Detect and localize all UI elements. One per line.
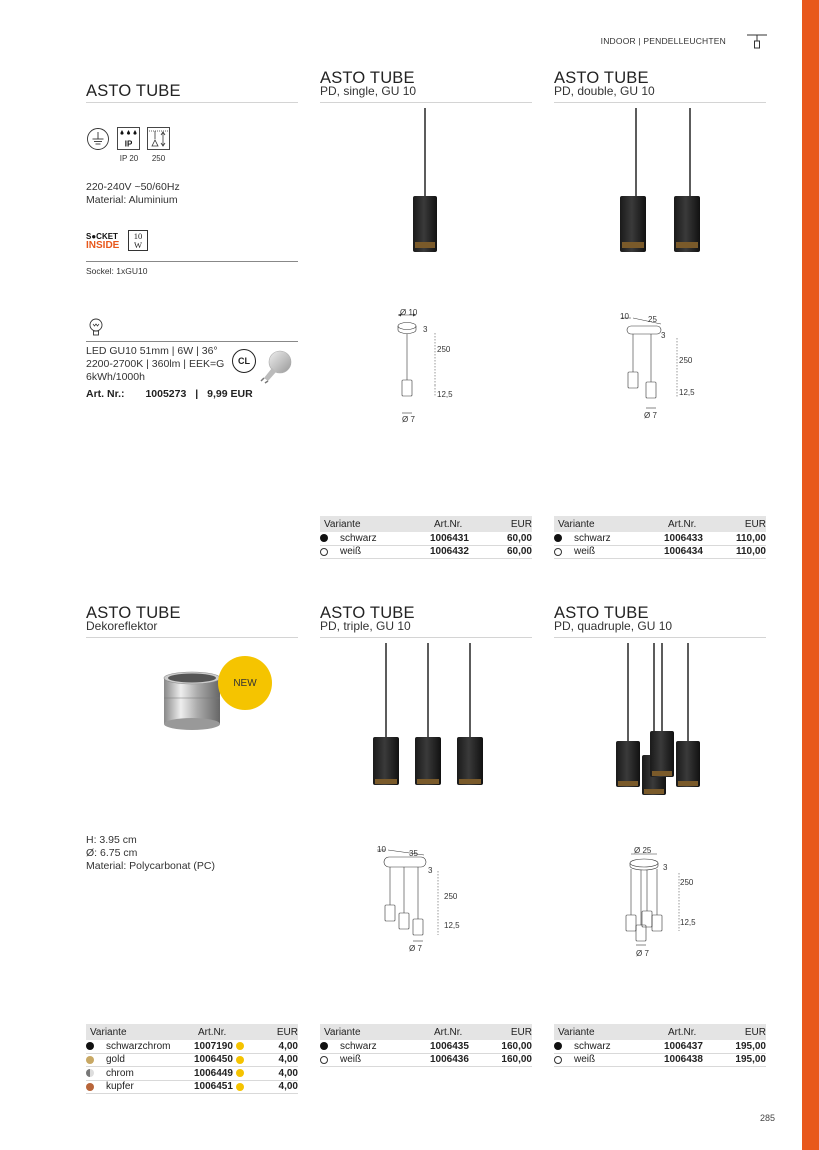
ip20-icon bbox=[117, 127, 140, 150]
color-swatch-schwarzchrom bbox=[86, 1042, 94, 1050]
page-number: 285 bbox=[760, 1113, 776, 1123]
double-dim-top: 10 bbox=[620, 312, 629, 321]
variant-name: kupfer bbox=[106, 1081, 134, 1093]
double-dim-top2: 25 bbox=[648, 315, 657, 324]
triple-variant-table bbox=[320, 1024, 532, 1067]
header-eur: EUR bbox=[510, 518, 532, 530]
socket-watt-box bbox=[128, 230, 148, 251]
lamp-line-2: 2200-2700K | 360lm | EEK=G bbox=[86, 358, 225, 370]
reflector-variant-table bbox=[86, 1024, 298, 1094]
header-artnr: Art.Nr. bbox=[434, 1026, 463, 1038]
color-swatch-kupfer bbox=[86, 1083, 94, 1091]
variant-artnr: 1006431 bbox=[430, 532, 469, 544]
new-marker-icon bbox=[236, 1042, 244, 1050]
variant-name: chrom bbox=[106, 1067, 134, 1079]
quadruple-dim-bottom: Ø 7 bbox=[636, 949, 649, 958]
single-pendant-image bbox=[405, 108, 445, 258]
reflector-title-rule bbox=[86, 637, 298, 638]
reflector-title: ASTO TUBE bbox=[86, 604, 181, 622]
table-header bbox=[320, 516, 532, 532]
material-text: Material: Aluminium bbox=[86, 194, 178, 206]
color-swatch-black bbox=[554, 1042, 562, 1050]
single-dim-250: 250 bbox=[437, 345, 451, 354]
quadruple-title-rule bbox=[554, 637, 766, 638]
new-marker-icon bbox=[236, 1056, 244, 1064]
table-header bbox=[554, 516, 766, 532]
variant-artnr: 1006436 bbox=[430, 1054, 469, 1066]
variant-name: schwarz bbox=[574, 1040, 611, 1052]
cl-badge: CL bbox=[232, 349, 256, 373]
quadruple-dim-3: 3 bbox=[663, 863, 668, 872]
triple-pendant-image bbox=[365, 643, 495, 793]
color-swatch-black bbox=[320, 1042, 328, 1050]
table-row bbox=[86, 1040, 298, 1054]
quadruple-variant-table bbox=[554, 1024, 766, 1067]
header-variant: Variante bbox=[558, 518, 595, 530]
quadruple-dim-125: 12,5 bbox=[680, 918, 696, 927]
reflector-subtitle: Dekoreflektor bbox=[86, 619, 158, 633]
artnr-separator: | bbox=[195, 388, 199, 400]
info-title-rule bbox=[86, 102, 298, 103]
variant-price: 110,00 bbox=[735, 546, 766, 558]
table-header bbox=[554, 1024, 766, 1040]
artnr-value: 1005273 bbox=[145, 388, 187, 400]
variant-price: 60,00 bbox=[506, 546, 532, 558]
variant-name: weiß bbox=[340, 1054, 362, 1066]
table-row bbox=[554, 532, 766, 546]
triple-dim-top: 10 bbox=[377, 845, 386, 854]
variant-artnr: 1006451 bbox=[194, 1081, 233, 1093]
table-row bbox=[320, 546, 532, 560]
table-row bbox=[554, 1054, 766, 1068]
quadruple-subtitle: PD, quadruple, GU 10 bbox=[554, 619, 673, 633]
variant-artnr: 1006435 bbox=[430, 1040, 469, 1052]
double-title-rule bbox=[554, 102, 766, 103]
single-dim-125: 12,5 bbox=[437, 390, 453, 399]
header-eur: EUR bbox=[744, 1026, 766, 1038]
color-swatch-black bbox=[554, 534, 562, 542]
variant-price: 195,00 bbox=[735, 1040, 766, 1052]
variant-name: schwarzchrom bbox=[106, 1040, 171, 1052]
socket-logo-top: S●CKET bbox=[86, 232, 118, 241]
variant-artnr: 1006434 bbox=[664, 546, 703, 558]
double-subtitle: PD, double, GU 10 bbox=[554, 84, 655, 98]
variant-price: 4,00 bbox=[278, 1081, 298, 1093]
reflector-height: H: 3.95 cm bbox=[86, 834, 137, 846]
variant-name: schwarz bbox=[340, 532, 377, 544]
single-dim-top: Ø 10 bbox=[400, 308, 418, 317]
double-dim-250: 250 bbox=[679, 356, 693, 365]
quadruple-title: ASTO TUBE bbox=[554, 604, 649, 622]
single-variant-table bbox=[320, 516, 532, 559]
new-badge: NEW bbox=[218, 656, 272, 710]
double-variant-table bbox=[554, 516, 766, 559]
reflector-diameter: Ø: 6.75 cm bbox=[86, 847, 138, 859]
socket-watt-unit: W bbox=[133, 240, 143, 250]
height-adjust-icon bbox=[147, 127, 170, 150]
variant-name: schwarz bbox=[340, 1040, 377, 1052]
color-swatch-white bbox=[320, 548, 328, 556]
quadruple-pendant-image bbox=[612, 643, 712, 798]
single-title-rule bbox=[320, 102, 532, 103]
header-artnr: Art.Nr. bbox=[198, 1026, 227, 1038]
led-bulb-icon bbox=[88, 318, 104, 338]
new-marker-icon bbox=[236, 1083, 244, 1091]
single-subtitle: PD, single, GU 10 bbox=[320, 84, 417, 98]
table-row bbox=[86, 1067, 298, 1081]
variant-price: 4,00 bbox=[278, 1067, 298, 1079]
lamp-line-3: 6kWh/1000h bbox=[86, 371, 145, 383]
triple-dim-top2: 35 bbox=[409, 849, 418, 858]
quadruple-dim-250: 250 bbox=[680, 878, 694, 887]
header-eur: EUR bbox=[744, 518, 766, 530]
table-row bbox=[554, 546, 766, 560]
variant-artnr: 1006433 bbox=[664, 532, 703, 544]
variant-price: 195,00 bbox=[735, 1054, 766, 1066]
single-title: ASTO TUBE bbox=[320, 69, 415, 87]
table-header bbox=[86, 1024, 298, 1040]
header-eur: EUR bbox=[276, 1026, 298, 1038]
new-marker-icon bbox=[236, 1069, 244, 1077]
quadruple-dimension-drawing bbox=[615, 845, 695, 960]
sockel-text: Sockel: 1xGU10 bbox=[86, 266, 148, 276]
variant-artnr: 1007190 bbox=[194, 1040, 233, 1052]
socket-logo-bottom: INSIDE bbox=[86, 240, 120, 251]
socket-rule bbox=[86, 261, 298, 262]
header-artnr: Art.Nr. bbox=[434, 518, 463, 530]
double-dim-125: 12,5 bbox=[679, 388, 695, 397]
socket-watt-value: 10 bbox=[133, 231, 143, 241]
color-swatch-white bbox=[320, 1056, 328, 1064]
table-row bbox=[554, 1040, 766, 1054]
variant-artnr: 1006437 bbox=[664, 1040, 703, 1052]
variant-name: gold bbox=[106, 1054, 125, 1066]
header-variant: Variante bbox=[324, 518, 361, 530]
triple-dim-125: 12,5 bbox=[444, 921, 460, 930]
table-row bbox=[86, 1081, 298, 1095]
orange-side-stripe bbox=[802, 0, 819, 1150]
variant-name: weiß bbox=[340, 546, 362, 558]
variant-price: 110,00 bbox=[735, 532, 766, 544]
category-header: INDOOR | PENDELLEUCHTEN bbox=[600, 36, 726, 46]
triple-dim-250: 250 bbox=[444, 892, 458, 901]
triple-dim-3: 3 bbox=[428, 866, 433, 875]
header-variant: Variante bbox=[90, 1026, 127, 1038]
single-dim-3: 3 bbox=[423, 325, 428, 334]
gu10-lamp-image bbox=[258, 348, 294, 384]
svg-text:IP: IP bbox=[124, 139, 133, 149]
variant-name: weiß bbox=[574, 1054, 596, 1066]
double-dimension-drawing bbox=[615, 310, 695, 425]
single-dimension-drawing bbox=[390, 305, 460, 430]
table-row bbox=[86, 1054, 298, 1068]
color-swatch-chrom bbox=[86, 1069, 94, 1077]
table-row bbox=[320, 1040, 532, 1054]
variant-name: schwarz bbox=[574, 532, 611, 544]
header-eur: EUR bbox=[510, 1026, 532, 1038]
double-title: ASTO TUBE bbox=[554, 69, 649, 87]
reflector-material: Material: Polycarbonat (PC) bbox=[86, 860, 215, 872]
double-dim-bottom: Ø 7 bbox=[644, 411, 657, 420]
artnr-label: Art. Nr.: bbox=[86, 388, 125, 400]
single-dim-bottom: Ø 7 bbox=[402, 415, 415, 424]
double-dim-3: 3 bbox=[661, 331, 666, 340]
header-artnr: Art.Nr. bbox=[668, 1026, 697, 1038]
variant-artnr: 1006432 bbox=[430, 546, 469, 558]
triple-dim-bottom: Ø 7 bbox=[409, 944, 422, 953]
variant-price: 160,00 bbox=[501, 1040, 532, 1052]
header-artnr: Art.Nr. bbox=[668, 518, 697, 530]
variant-artnr: 1006438 bbox=[664, 1054, 703, 1066]
variant-price: 4,00 bbox=[278, 1054, 298, 1066]
color-swatch-white bbox=[554, 1056, 562, 1064]
ip20-label: IP 20 bbox=[119, 154, 139, 163]
variant-artnr: 1006450 bbox=[194, 1054, 233, 1066]
triple-title-rule bbox=[320, 637, 532, 638]
header-variant: Variante bbox=[324, 1026, 361, 1038]
color-swatch-white bbox=[554, 548, 562, 556]
artnr-line bbox=[86, 388, 253, 400]
table-row bbox=[320, 1054, 532, 1068]
lamp-rule bbox=[86, 341, 298, 342]
socket-inside-logo bbox=[86, 233, 119, 251]
variant-name: weiß bbox=[574, 546, 596, 558]
variant-price: 4,00 bbox=[278, 1040, 298, 1052]
lamp-line-1: LED GU10 51mm | 6W | 36° bbox=[86, 345, 218, 357]
reflector-ring-image bbox=[160, 668, 224, 732]
variant-artnr: 1006449 bbox=[194, 1067, 233, 1079]
variant-price: 60,00 bbox=[506, 532, 532, 544]
variant-price: 160,00 bbox=[501, 1054, 532, 1066]
header-variant: Variante bbox=[558, 1026, 595, 1038]
color-swatch-gold bbox=[86, 1056, 94, 1064]
pendant-lamp-icon bbox=[745, 32, 769, 52]
height-adjust-label: 250 bbox=[151, 154, 166, 163]
table-row bbox=[320, 532, 532, 546]
double-pendant-image bbox=[612, 108, 712, 258]
class-i-icon bbox=[86, 127, 110, 151]
artnr-price: 9,99 EUR bbox=[207, 388, 253, 400]
quadruple-dim-top: Ø 25 bbox=[634, 846, 652, 855]
triple-title: ASTO TUBE bbox=[320, 604, 415, 622]
voltage-text: 220-240V ~50/60Hz bbox=[86, 181, 180, 193]
table-header bbox=[320, 1024, 532, 1040]
color-swatch-black bbox=[320, 534, 328, 542]
info-title: ASTO TUBE bbox=[86, 82, 181, 100]
triple-subtitle: PD, triple, GU 10 bbox=[320, 619, 411, 633]
